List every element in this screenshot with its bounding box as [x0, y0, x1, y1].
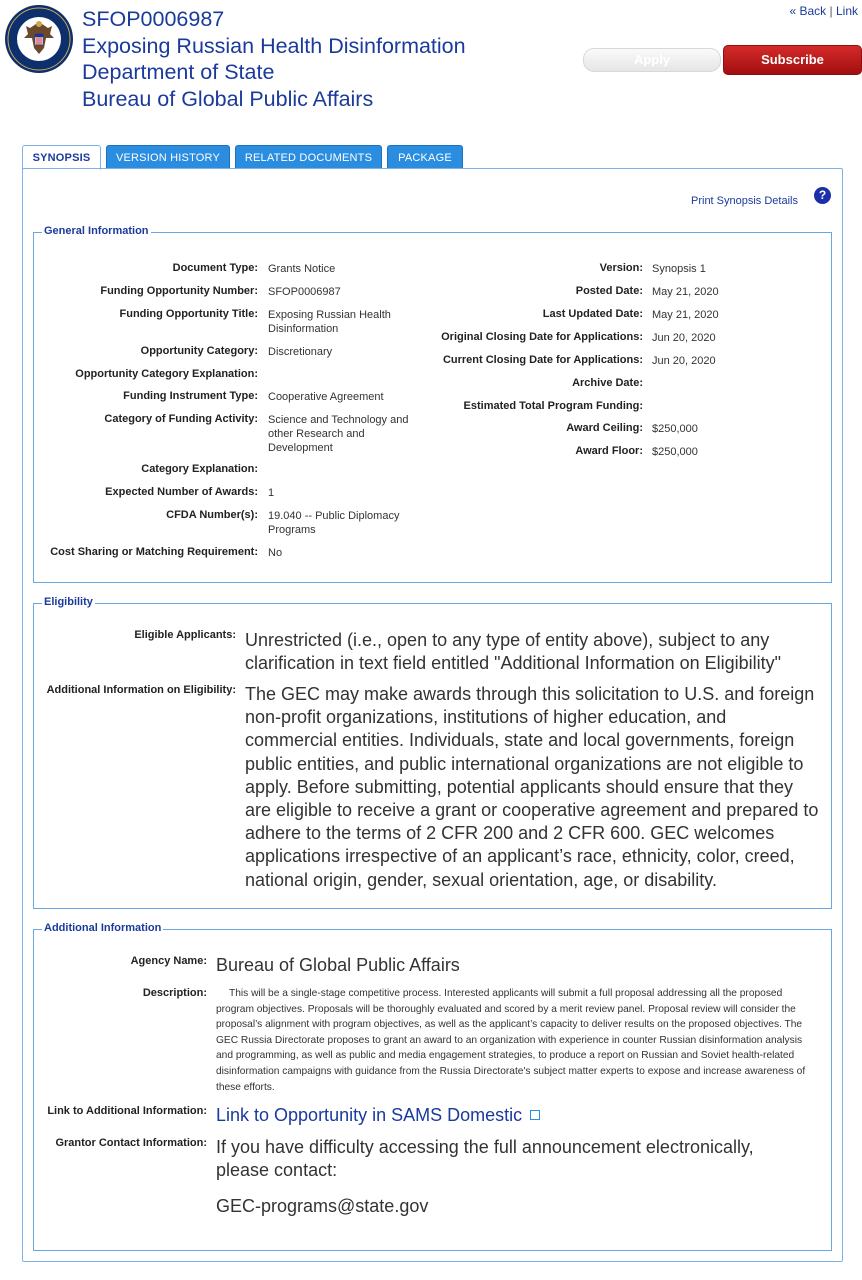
funding-opportunity-title-value: Exposing Russian Health Disinformation	[268, 309, 391, 335]
description-label: Description:	[142, 987, 207, 999]
original-closing-date-value: Jun 20, 2020	[652, 332, 716, 344]
link-separator: |	[829, 4, 833, 18]
opportunity-category-label: Opportunity Category:	[140, 345, 258, 357]
opportunity-category-explanation-label: Opportunity Category Explanation:	[75, 368, 258, 380]
grantor-contact-value: If you have difficulty accessing the full announcement electronically, please contact:	[216, 1137, 754, 1181]
opportunity-title: Exposing Russian Health Disinformation	[82, 33, 466, 58]
version-label: Version:	[599, 262, 643, 274]
eligible-applicants-label: Eligible Applicants:	[134, 629, 236, 641]
current-closing-date-value: Jun 20, 2020	[652, 355, 716, 367]
top-links	[789, 4, 858, 18]
grantor-email[interactable]: GEC-programs@state.gov	[216, 1196, 429, 1216]
print-synopsis-link[interactable]: Print Synopsis Details	[691, 195, 798, 207]
back-link[interactable]: « Back	[789, 4, 827, 18]
funding-opportunity-number-label: Funding Opportunity Number:	[100, 285, 258, 297]
general-information-legend: General Information	[44, 225, 149, 237]
funding-opportunity-number-value: SFOP0006987	[268, 286, 341, 298]
permalink-link[interactable]: Link	[835, 4, 858, 18]
expected-number-of-awards-value: 1	[268, 487, 275, 499]
agency-name: Department of State	[82, 60, 275, 85]
eligible-applicants-value: Unrestricted (i.e., open to any type of entity above), subject to any clarification in text field entitled "Additional Information on Eligibility"	[245, 630, 782, 674]
funding-opportunity-title-label: Funding Opportunity Title:	[119, 308, 258, 320]
posted-date-value: May 21, 2020	[652, 286, 719, 298]
award-floor-label: Award Floor:	[575, 445, 643, 457]
current-closing-date-label: Current Closing Date for Applications:	[442, 354, 643, 366]
award-ceiling-label: Award Ceiling:	[566, 422, 643, 434]
last-updated-date-value: May 21, 2020	[652, 309, 719, 321]
sams-opportunity-link[interactable]	[216, 1104, 816, 1127]
tab-package[interactable]: PACKAGE	[387, 145, 463, 169]
external-link-icon	[530, 1110, 540, 1120]
additional-info-link-label: Link to Additional Information:	[47, 1105, 207, 1117]
sams-opportunity-link-text[interactable]: Link to Opportunity in SAMS Domestic	[216, 1105, 523, 1125]
eligibility-legend: Eligibility	[44, 596, 93, 608]
category-of-funding-activity-value: Science and Technology and other Research and Development	[268, 414, 409, 454]
bureau-name: Bureau of Global Public Affairs	[82, 87, 374, 112]
tab-synopsis[interactable]: SYNOPSIS	[22, 145, 101, 170]
funding-instrument-type-value: Cooperative Agreement	[268, 391, 384, 403]
tab-related-documents[interactable]: RELATED DOCUMENTS	[235, 145, 382, 169]
document-type-label: Document Type:	[172, 262, 258, 274]
subscribe-button[interactable]: Subscribe	[723, 45, 862, 75]
original-closing-date-label: Original Closing Date for Applications:	[441, 331, 643, 343]
posted-date-label: Posted Date:	[575, 285, 643, 297]
cost-sharing-label: Cost Sharing or Matching Requirement:	[50, 546, 258, 558]
version-value: Synopsis 1	[652, 263, 706, 275]
additional-eligibility-value: The GEC may make awards through this solicitation to U.S. and foreign non-profit organizations, institutions of higher education, and commercial entities. Individuals, state and local governments, foreign public entities, and public international organizations are not eligible to apply. Before submitting, potential applicants should ensure that they are eligible to receive a grant or cooperative agreement and prepared to adhere to the terms of 2 CFR 200 and 2 CFR 600. GEC welcomes applications irrespective of an applicant’s race, ethnicity, color, creed, national origin, gender, sexual orientation, age, or disability.	[245, 684, 819, 890]
opportunity-category-value: Discretionary	[268, 346, 333, 358]
tab-version-history[interactable]: VERSION HISTORY	[106, 145, 230, 169]
apply-button[interactable]: Apply	[583, 48, 721, 72]
award-floor-value: $250,000	[652, 446, 698, 458]
cfda-numbers-value: 19.040 -- Public Diplomacy Programs	[268, 510, 400, 536]
description-value: This will be a single-stage competitive process. Interested applicants will submit a full proposal addressing all the proposed program objectives. Proposals will be thoroughly evaluated and scored by a merit review panel. Proposal review will consider the proposal’s alignment with program objectives, as well as the applicant’s capacity to deliver results on the proposed objectives. The GEC Russia Directorate proposes to grant an award to an organization with experience in counter Russian disinformation analysis and programming, as well as public and media engagement strategies, to produce a report on Russian and Soviet health-related disinformation campaigns with guidance from the Russia Directorate's subject matter experts to expose and increase awareness of these efforts.	[216, 988, 806, 1093]
document-type-value: Grants Notice	[268, 263, 336, 275]
category-of-funding-activity-label: Category of Funding Activity:	[104, 413, 258, 425]
cfda-numbers-label: CFDA Number(s):	[166, 509, 258, 521]
department-of-state-seal	[4, 4, 74, 74]
additional-information-legend: Additional Information	[44, 922, 162, 934]
agency-name-value: Bureau of Global Public Affairs	[216, 955, 460, 975]
archive-date-label: Archive Date:	[572, 377, 643, 389]
opportunity-number: SFOP0006987	[82, 7, 225, 31]
agency-name-label: Agency Name:	[130, 955, 207, 967]
expected-number-of-awards-label: Expected Number of Awards:	[105, 486, 258, 498]
estimated-total-funding-label: Estimated Total Program Funding:	[463, 400, 643, 412]
category-explanation-label: Category Explanation:	[141, 463, 258, 475]
award-ceiling-value: $250,000	[652, 423, 698, 435]
funding-instrument-type-label: Funding Instrument Type:	[123, 390, 258, 402]
help-icon[interactable]: ?	[814, 187, 831, 204]
grantor-contact-label: Grantor Contact Information:	[55, 1137, 207, 1149]
cost-sharing-value: No	[268, 547, 283, 559]
last-updated-date-label: Last Updated Date:	[542, 308, 643, 320]
additional-eligibility-label: Additional Information on Eligibility:	[46, 684, 236, 696]
page-title	[82, 6, 466, 113]
